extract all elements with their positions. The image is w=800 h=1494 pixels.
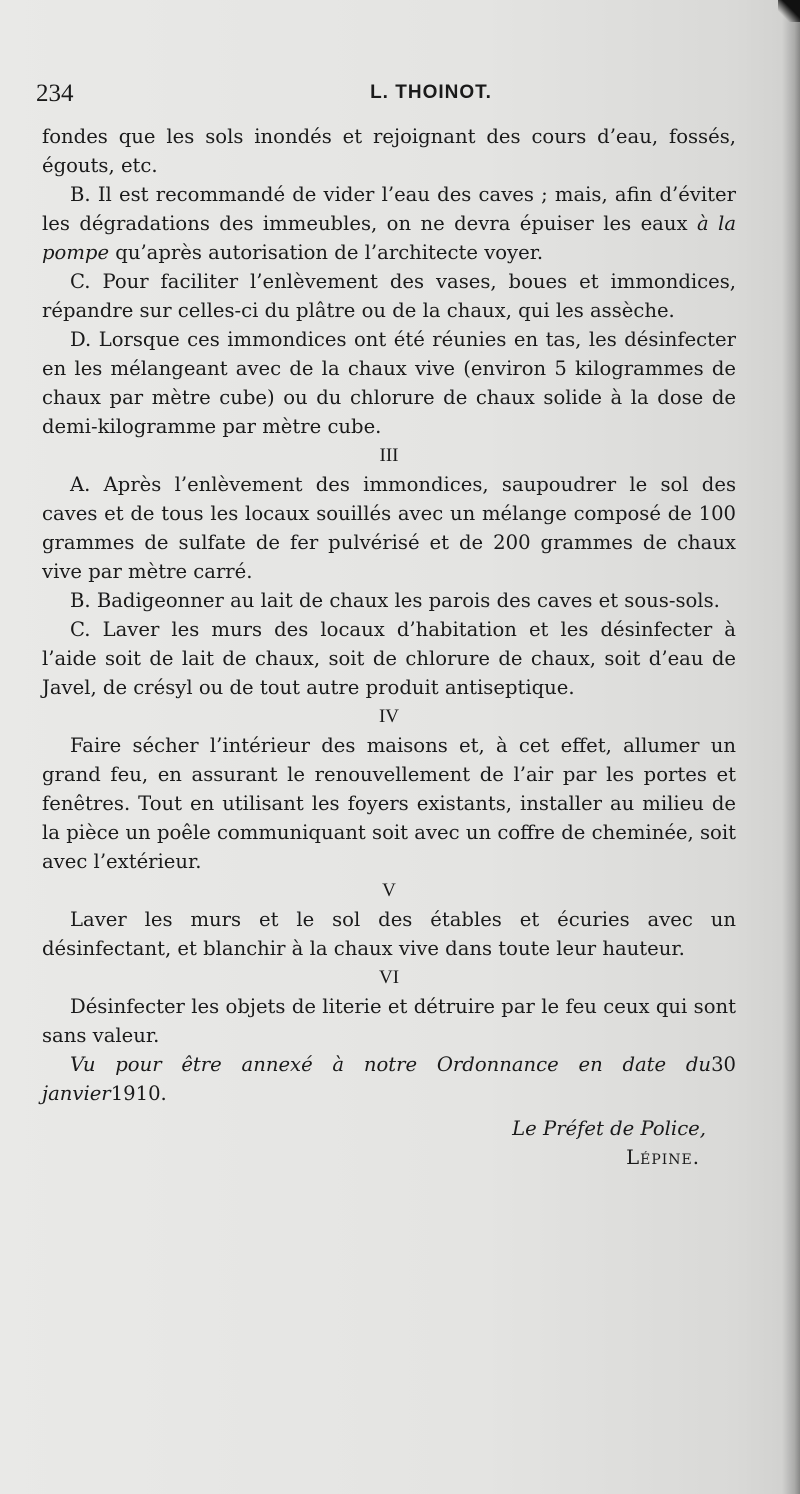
page-edge-shadow <box>782 0 800 1494</box>
paragraph-3a: A. Après l’enlèvement des immondices, saupoudrer le sol des caves et de tous les locaux souillés avec un mélange composé de 100 grammes de sulfate de fer pulvérisé et de 200 grammes de chaux vive par mètre carré. <box>42 473 736 583</box>
section-title-iv: IV <box>378 706 400 727</box>
page-body <box>42 122 736 1172</box>
running-head: L. THOINOT. <box>370 82 492 103</box>
closing-month: janvier <box>42 1082 111 1105</box>
section-title-v: V <box>382 880 396 901</box>
signature-name: Lépine. <box>626 1146 700 1169</box>
closing-line <box>42 1050 736 1108</box>
page-number: 234 <box>36 80 74 107</box>
paragraph-2b <box>42 180 736 267</box>
closing-day: 30 <box>711 1053 736 1076</box>
section-title-vi: VI <box>378 967 400 988</box>
continuation-paragraph: fondes que les sols inondés et rejoignant des cours d’eau, fossés, égouts, etc. <box>42 125 736 177</box>
page-header <box>36 80 756 112</box>
paragraph-3c: C. Laver les murs des locaux d’habitation et les désinfecter à l’aide soit de lait de chaux, soit de chlorure de chaux, soit d’eau de Javel, de crésyl ou de tout autre produit antiseptique. <box>42 618 736 699</box>
paragraph-4: Faire sécher l’intérieur des maisons et, à cet effet, allumer un grand feu, en assurant le renouvellement de l’air par les portes et fenêtres. Tout en utilisant les foyers existants, installer au milieu de la pièce un poêle communiquant soit avec un coffre de cheminée, soit avec l’extérieur. <box>42 734 736 873</box>
paragraph-3b: B. Badigeonner au lait de chaux les parois des caves et sous-sols. <box>70 589 720 612</box>
paragraph-2b-text: B. Il est recommandé de vider l’eau des caves ; mais, afin d’éviter les dégradations des immeubles, on ne devra épuiser les eaux <box>42 183 736 235</box>
closing-year: 1910. <box>110 1082 167 1105</box>
paragraph-2c: C. Pour faciliter l’enlèvement des vases, boues et immondices, répandre sur celles-ci du plâtre ou de la chaux, qui les assèche. <box>42 270 736 322</box>
paragraph-2d: D. Lorsque ces immondices ont été réunies en tas, les désinfecter en les mélangeant avec de la chaux vive (environ 5 kilogrammes de chaux par mètre cube) ou du chlorure de chaux solide à la dose de demi-kilogramme par mètre cube. <box>42 328 736 438</box>
paragraph-5: Laver les murs et le sol des étables et écuries avec un désinfectant, et blanchir à la chaux vive dans toute leur hauteur. <box>42 908 736 960</box>
signature-title: Le Préfet de Police, <box>512 1117 706 1140</box>
paragraph-2b-italic: à la pompe <box>42 212 736 264</box>
paragraph-2b-end: qu’après autorisation de l’architecte voyer. <box>115 241 544 264</box>
paragraph-6: Désinfecter les objets de literie et détruire par le feu ceux qui sont sans valeur. <box>42 995 736 1047</box>
section-title-iii: III <box>379 445 399 466</box>
signature-block <box>42 1114 736 1172</box>
closing-text: Vu pour être annexé à notre Ordonnance en date du <box>70 1053 712 1076</box>
page-corner-shadow <box>778 0 800 22</box>
